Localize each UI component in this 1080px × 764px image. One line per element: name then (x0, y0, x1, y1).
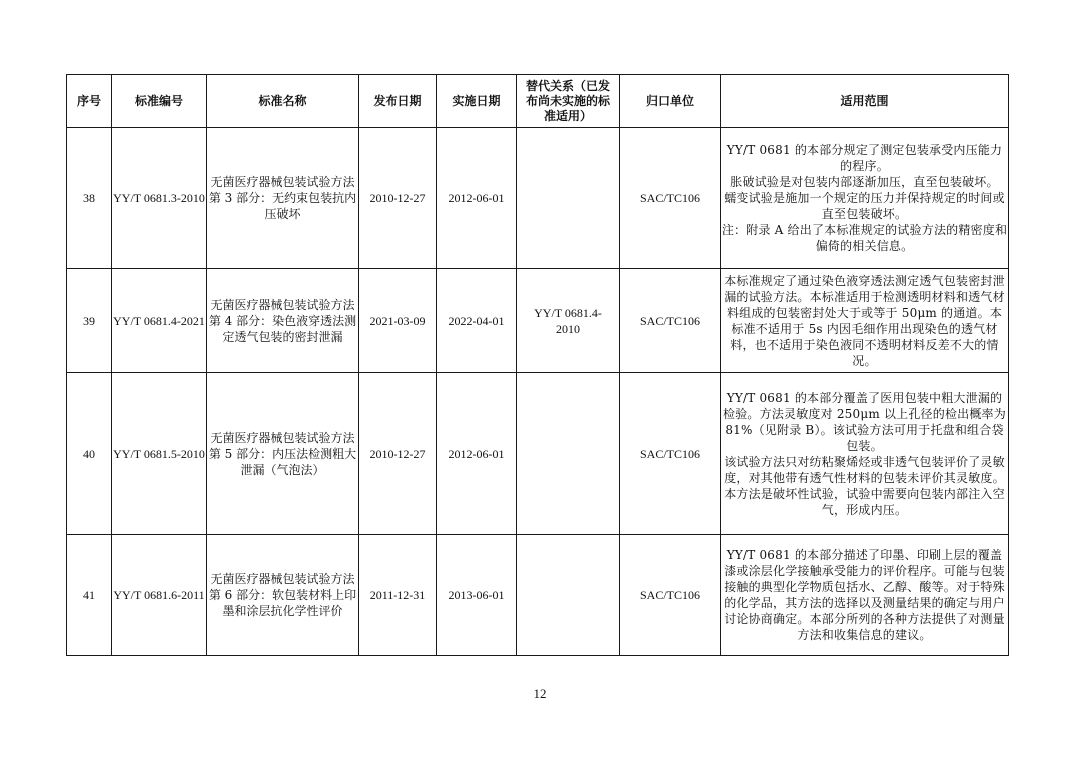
row-code: YY/T 0681.5-2010 (112, 373, 207, 535)
scope-paragraph: 本标准规定了通过染色液穿透法测定透气包装密封泄漏的试验方法。本标准适用于检测透明材料和透气材料组成的包装密封处大于或等于 50μm 的通道。本标准不适用于 5s 内因毛细作用出现染色的透气材料，也不适用于染色液同不透明材料反差不大的情况。 (724, 273, 1005, 368)
row-unit: SAC/TC106 (620, 535, 721, 656)
row-seq: 41 (67, 535, 112, 656)
row-effective: 2012-06-01 (437, 373, 517, 535)
scope-paragraph: YY/T 0681 的本部分规定了测定包装承受内压能力的程序。 (726, 143, 1003, 173)
row-code: YY/T 0681.4-2021 (112, 269, 207, 373)
row-code: YY/T 0681.3-2010 (112, 128, 207, 269)
header-unit: 归口单位 (620, 75, 721, 128)
row-replaces (517, 128, 620, 269)
row-unit: SAC/TC106 (620, 373, 721, 535)
row-unit: SAC/TC106 (620, 269, 721, 373)
row-published: 2021-03-09 (359, 269, 437, 373)
table-row (67, 373, 1009, 535)
row-published: 2010-12-27 (359, 373, 437, 535)
row-published: 2010-12-27 (359, 128, 437, 269)
standards-table-wrapper (66, 74, 1009, 656)
header-name: 标准名称 (207, 75, 359, 128)
row-unit: SAC/TC106 (620, 128, 721, 269)
header-code: 标准编号 (112, 75, 207, 128)
row-seq: 38 (67, 128, 112, 269)
row-effective: 2012-06-01 (437, 128, 517, 269)
table-row (67, 128, 1009, 269)
row-code: YY/T 0681.6-2011 (112, 535, 207, 656)
row-scope (721, 269, 1009, 373)
table-row (67, 269, 1009, 373)
table-row (67, 535, 1009, 656)
header-seq: 序号 (67, 75, 112, 128)
page-number: 12 (533, 686, 547, 701)
row-name: 无菌医疗器械包装试验方法 第 4 部分：染色液穿透法测定透气包装的密封泄漏 (207, 269, 359, 373)
table-header-row (67, 75, 1009, 128)
row-seq: 39 (67, 269, 112, 373)
header-published: 发布日期 (359, 75, 437, 128)
row-name: 无菌医疗器械包装试验方法 第 5 部分：内压法检测粗大泄漏（气泡法） (207, 373, 359, 535)
row-name: 无菌医疗器械包装试验方法 第 6 部分：软包装材料上印墨和涂层抗化学性评价 (207, 535, 359, 656)
scope-paragraph: 胀破试验是对包装内部逐渐加压，直至包装破坏。 (730, 175, 999, 189)
row-scope (721, 535, 1009, 656)
row-published: 2011-12-31 (359, 535, 437, 656)
row-replaces: YY/T 0681.4-2010 (517, 269, 620, 373)
row-seq: 40 (67, 373, 112, 535)
row-name: 无菌医疗器械包装试验方法 第 3 部分：无约束包装抗内压破坏 (207, 128, 359, 269)
scope-paragraph: 该试验方法只对纺粘聚烯烃或非透气包装评价了灵敏度，对其他带有透气性材料的包装未评价其灵敏度。 (724, 454, 1005, 485)
header-scope: 适用范围 (721, 75, 1009, 128)
scope-paragraph: 注：附录 A 给出了本标准规定的试验方法的精密度和偏倚的相关信息。 (721, 223, 1008, 253)
header-replaces: 替代关系（已发布尚未实施的标准适用） (517, 75, 620, 128)
row-scope (721, 373, 1009, 535)
row-effective: 2022-04-01 (437, 269, 517, 373)
scope-paragraph: YY/T 0681 的本部分覆盖了医用包装中粗大泄漏的检验。方法灵敏度对 250μm 以上孔径的检出概率为 81%（见附录 B）。该试验方法可用于托盘和组合袋包装。 (723, 390, 1006, 453)
row-effective: 2013-06-01 (437, 535, 517, 656)
standards-table (66, 74, 1009, 656)
row-scope (721, 128, 1009, 269)
scope-paragraph: 蠕变试验是施加一个规定的压力并保持规定的时间或直至包装破坏。 (724, 191, 1005, 221)
scope-paragraph: 本方法是破坏性试验，试验中需要向包装内部注入空气，形成内压。 (724, 486, 1005, 517)
row-replaces (517, 373, 620, 535)
row-replaces (517, 535, 620, 656)
scope-paragraph: YY/T 0681 的本部分描述了印墨、印刷上层的覆盖漆或涂层化学接触承受能力的评价程序。可能与包装接触的典型化学物质包括水、乙醇、酸等。对于特殊的化学品，其方法的选择以及测量结果的确定与用户讨论协商确定。本部分所列的各种方法提供了对测量方法和收集信息的建议。 (724, 548, 1005, 642)
header-effective: 实施日期 (437, 75, 517, 128)
